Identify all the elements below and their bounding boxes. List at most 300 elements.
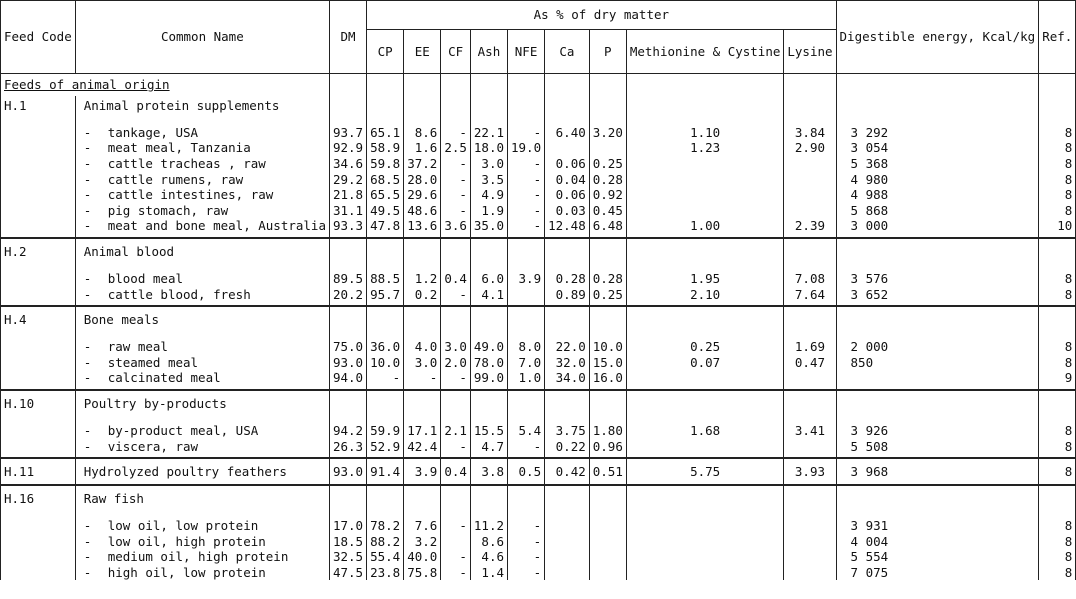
group-blank-cell: [441, 238, 471, 265]
cell-lysine: 7.08: [784, 271, 836, 287]
cell-dm: 18.5: [329, 533, 366, 549]
section-blank-cell: [1039, 74, 1076, 96]
group-blank-cell: [367, 390, 404, 417]
section-blank-cell: [784, 74, 836, 96]
row-code-blank: [1, 286, 76, 302]
cell-dm: 47.5: [329, 565, 366, 581]
cell-cp: 10.0: [367, 354, 404, 370]
header-common-name: Common Name: [75, 1, 329, 74]
group-blank-cell: [1039, 485, 1076, 512]
row-label: by-product meal, USA: [107, 422, 259, 438]
cell-ref: 8: [1039, 438, 1076, 454]
cell-cf: 2.0: [441, 354, 471, 370]
group-code: H.2: [1, 238, 76, 265]
cell-meth: 1.10: [626, 125, 784, 141]
group-blank-cell: [329, 390, 366, 417]
cell-p: 10.0: [589, 339, 626, 355]
cell-ref: 8: [1039, 156, 1076, 172]
cell-ca: 3.75: [545, 423, 590, 439]
cell-p: 3.20: [589, 125, 626, 141]
group-blank-cell: [508, 238, 545, 265]
cell-meth: 2.10: [626, 286, 784, 302]
cell-de: 4 980: [836, 171, 1039, 187]
row-code-blank: [1, 202, 76, 218]
cell-meth: [626, 438, 784, 454]
cell-de: 5 368: [836, 156, 1039, 172]
group-blank-cell: [470, 96, 507, 116]
cell-de: 2 000: [836, 339, 1039, 355]
group-blank-cell: [1039, 390, 1076, 417]
group-blank-cell: [1039, 238, 1076, 265]
table-row: [1, 125, 1076, 141]
cell-ee: 7.6: [404, 518, 441, 534]
row-code-blank: [1, 370, 76, 386]
cell-cp: 23.8: [367, 565, 404, 581]
cell-cp: 68.5: [367, 171, 404, 187]
cell-ee: 4.0: [404, 339, 441, 355]
cell-meth: 0.07: [626, 354, 784, 370]
cell-de: 3 576: [836, 271, 1039, 287]
cell-cf: [441, 533, 471, 549]
bullet-dash: -: [83, 202, 92, 218]
cell-de: 850: [836, 354, 1039, 370]
cell-ee: 42.4: [404, 438, 441, 454]
spacer-cell: [441, 116, 471, 125]
cell-dm: 92.9: [329, 140, 366, 156]
header-digestible-energy: Digestible energy, Kcal/kg: [836, 1, 1039, 74]
cell-nfe: -: [508, 218, 545, 234]
bullet-dash: -: [83, 354, 92, 370]
table-row: [1, 533, 1076, 549]
cell-meth: 0.25: [626, 339, 784, 355]
row-label: cattle tracheas , raw: [107, 155, 266, 171]
cell-dm: 75.0: [329, 339, 366, 355]
cell-cp: 91.4: [367, 458, 404, 485]
cell-lysine: 7.64: [784, 286, 836, 302]
cell-ee: 17.1: [404, 423, 441, 439]
cell-meth: 1.00: [626, 218, 784, 234]
group-row-inline: [1, 458, 1076, 485]
cell-de: 3 292: [836, 125, 1039, 141]
group-blank-cell: [1039, 96, 1076, 116]
group-blank-cell: [329, 238, 366, 265]
cell-ca: 12.48: [545, 218, 590, 234]
cell-dm: 29.2: [329, 171, 366, 187]
group-blank-cell: [441, 306, 471, 333]
cell-cp: 49.5: [367, 202, 404, 218]
cell-de: 5 868: [836, 202, 1039, 218]
row-code-blank: [1, 354, 76, 370]
row-code-blank: [1, 533, 76, 549]
header-meth: Methionine & Cystine: [626, 30, 784, 74]
spacer-cell: [589, 116, 626, 125]
table-row: [1, 286, 1076, 302]
cell-p: 0.28: [589, 171, 626, 187]
table-row: [1, 156, 1076, 172]
cell-nfe: 8.0: [508, 339, 545, 355]
row-label: cattle rumens, raw: [107, 171, 244, 187]
cell-lysine: [784, 171, 836, 187]
cell-cp: 36.0: [367, 339, 404, 355]
cell-ash: 3.5: [470, 171, 507, 187]
cell-meth: 1.23: [626, 140, 784, 156]
row-name: [75, 271, 329, 287]
bullet-dash: -: [83, 533, 92, 549]
group-blank-cell: [589, 485, 626, 512]
table-row: [1, 140, 1076, 156]
row-name: [75, 202, 329, 218]
cell-dm: 93.3: [329, 218, 366, 234]
row-name: [75, 187, 329, 203]
group-blank-cell: [626, 390, 784, 417]
row-label: meat and bone meal, Australia: [107, 218, 326, 234]
cell-meth: [626, 171, 784, 187]
cell-cp: 88.5: [367, 271, 404, 287]
cell-ca: [545, 518, 590, 534]
row-label: cattle intestines, raw: [107, 187, 274, 203]
cell-dm: 26.3: [329, 438, 366, 454]
section-blank-cell: [545, 74, 590, 96]
group-blank-cell: [836, 238, 1039, 265]
cell-ref: 8: [1039, 202, 1076, 218]
header-dry-matter-group: As % of dry matter: [367, 1, 836, 30]
row-name: [75, 354, 329, 370]
row-name: [75, 125, 329, 141]
group-blank-cell: [441, 390, 471, 417]
table-row: [1, 218, 1076, 234]
row-code-blank: [1, 438, 76, 454]
group-blank-cell: [329, 306, 366, 333]
cell-ee: 37.2: [404, 156, 441, 172]
cell-lysine: 3.41: [784, 423, 836, 439]
cell-lysine: 1.69: [784, 339, 836, 355]
cell-nfe: -: [508, 156, 545, 172]
spacer-row: [1, 116, 1076, 125]
table-row: [1, 354, 1076, 370]
row-label: pig stomach, raw: [107, 202, 229, 218]
bullet-dash: -: [83, 518, 92, 534]
cell-nfe: -: [508, 518, 545, 534]
bullet-dash: -: [83, 187, 92, 203]
cell-ref: 10: [1039, 218, 1076, 234]
cell-cf: -: [441, 370, 471, 386]
row-code-blank: [1, 549, 76, 565]
row-name: [75, 370, 329, 386]
group-blank-cell: [784, 96, 836, 116]
cell-p: [589, 140, 626, 156]
group-code: H.10: [1, 390, 76, 417]
cell-lysine: [784, 187, 836, 203]
group-blank-cell: [404, 485, 441, 512]
header-lysine: Lysine: [784, 30, 836, 74]
group-blank-cell: [626, 238, 784, 265]
cell-p: 0.25: [589, 286, 626, 302]
row-name: [75, 533, 329, 549]
cell-ee: -: [404, 370, 441, 386]
cell-ee: 1.2: [404, 271, 441, 287]
cell-ee: 1.6: [404, 140, 441, 156]
row-label: steamed meal: [107, 354, 199, 370]
group-header-row: [1, 96, 1076, 116]
cell-meth: [626, 518, 784, 534]
cell-nfe: 7.0: [508, 354, 545, 370]
cell-ash: 4.6: [470, 549, 507, 565]
cell-cp: 58.9: [367, 140, 404, 156]
cell-cf: 3.0: [441, 339, 471, 355]
group-title: Hydrolyzed poultry feathers: [75, 458, 329, 485]
bullet-dash: -: [83, 422, 92, 438]
group-blank-cell: [836, 306, 1039, 333]
bullet-dash: -: [83, 564, 92, 580]
row-name: [75, 565, 329, 581]
cell-ref: 8: [1039, 518, 1076, 534]
row-code-blank: [1, 218, 76, 234]
cell-lysine: [784, 202, 836, 218]
cell-p: 0.92: [589, 187, 626, 203]
table-row: [1, 187, 1076, 203]
group-title: Raw fish: [75, 485, 329, 512]
cell-nfe: 5.4: [508, 423, 545, 439]
row-code-blank: [1, 187, 76, 203]
cell-nfe: -: [508, 533, 545, 549]
cell-ash: 11.2: [470, 518, 507, 534]
cell-ref: 9: [1039, 370, 1076, 386]
cell-ash: 1.9: [470, 202, 507, 218]
cell-ca: 6.40: [545, 125, 590, 141]
group-blank-cell: [836, 96, 1039, 116]
bullet-dash: -: [83, 124, 92, 140]
cell-ref: 8: [1039, 187, 1076, 203]
cell-cp: 78.2: [367, 518, 404, 534]
group-blank-cell: [545, 238, 590, 265]
table-row: [1, 565, 1076, 581]
cell-p: 0.28: [589, 271, 626, 287]
group-blank-cell: [626, 485, 784, 512]
group-blank-cell: [784, 306, 836, 333]
table-row: [1, 171, 1076, 187]
header-dm: DM: [329, 1, 366, 74]
spacer-cell: [367, 116, 404, 125]
cell-ash: 3.8: [470, 458, 507, 485]
cell-ref: 8: [1039, 458, 1076, 485]
cell-nfe: -: [508, 187, 545, 203]
cell-p: 0.96: [589, 438, 626, 454]
cell-cf: -: [441, 202, 471, 218]
cell-ash: 4.7: [470, 438, 507, 454]
cell-cf: 2.5: [441, 140, 471, 156]
section-blank-cell: [508, 74, 545, 96]
cell-meth: [626, 156, 784, 172]
row-label: raw meal: [107, 339, 168, 355]
cell-nfe: -: [508, 125, 545, 141]
cell-cf: -: [441, 286, 471, 302]
bullet-dash: -: [83, 549, 92, 565]
cell-cp: 59.9: [367, 423, 404, 439]
bullet-dash: -: [83, 286, 92, 302]
cell-lysine: [784, 438, 836, 454]
cell-meth: [626, 202, 784, 218]
spacer-cell: [75, 116, 329, 125]
cell-meth: [626, 370, 784, 386]
row-label: low oil, low protein: [107, 518, 259, 534]
cell-cp: 59.8: [367, 156, 404, 172]
cell-p: 0.51: [589, 458, 626, 485]
group-blank-cell: [589, 238, 626, 265]
spacer-cell: [470, 116, 507, 125]
spacer-cell: [508, 116, 545, 125]
group-blank-cell: [508, 390, 545, 417]
row-name: [75, 156, 329, 172]
cell-cf: -: [441, 156, 471, 172]
cell-dm: 94.2: [329, 423, 366, 439]
cell-ee: 28.0: [404, 171, 441, 187]
cell-ash: 3.0: [470, 156, 507, 172]
cell-p: [589, 533, 626, 549]
cell-ash: 8.6: [470, 533, 507, 549]
group-blank-cell: [626, 96, 784, 116]
group-blank-cell: [367, 485, 404, 512]
row-name: [75, 286, 329, 302]
group-title: Animal blood: [75, 238, 329, 265]
cell-ee: 13.6: [404, 218, 441, 234]
group-header-row: [1, 390, 1076, 417]
header-ee: EE: [404, 30, 441, 74]
group-blank-cell: [404, 96, 441, 116]
bullet-dash: -: [83, 140, 92, 156]
section-blank-cell: [470, 74, 507, 96]
cell-ash: 22.1: [470, 125, 507, 141]
cell-lysine: [784, 549, 836, 565]
cell-cp: 88.2: [367, 533, 404, 549]
group-blank-cell: [589, 306, 626, 333]
group-blank-cell: [1039, 306, 1076, 333]
cell-ash: 4.1: [470, 286, 507, 302]
header-p: P: [589, 30, 626, 74]
cell-de: 5 508: [836, 438, 1039, 454]
cell-nfe: -: [508, 565, 545, 581]
cell-ca: 22.0: [545, 339, 590, 355]
cell-ref: 8: [1039, 423, 1076, 439]
cell-ee: 8.6: [404, 125, 441, 141]
cell-ee: 29.6: [404, 187, 441, 203]
group-blank-cell: [441, 96, 471, 116]
spacer-cell: [784, 116, 836, 125]
cell-ca: [545, 549, 590, 565]
cell-ash: 78.0: [470, 354, 507, 370]
cell-ref: 8: [1039, 339, 1076, 355]
cell-cp: 55.4: [367, 549, 404, 565]
group-blank-cell: [784, 485, 836, 512]
group-blank-cell: [329, 96, 366, 116]
section-blank-cell: [367, 74, 404, 96]
bullet-dash: -: [83, 171, 92, 187]
group-title: Poultry by-products: [75, 390, 329, 417]
cell-ca: 0.06: [545, 156, 590, 172]
cell-p: 15.0: [589, 354, 626, 370]
cell-ee: 0.2: [404, 286, 441, 302]
row-name: [75, 518, 329, 534]
cell-ref: 8: [1039, 354, 1076, 370]
cell-lysine: [784, 533, 836, 549]
header-ash: Ash: [470, 30, 507, 74]
section-blank-cell: [329, 74, 366, 96]
cell-ref: 8: [1039, 533, 1076, 549]
cell-cp: 47.8: [367, 218, 404, 234]
cell-ref: 8: [1039, 125, 1076, 141]
cell-ca: 34.0: [545, 370, 590, 386]
section-blank-cell: [589, 74, 626, 96]
row-name: [75, 423, 329, 439]
cell-de: [836, 370, 1039, 386]
cell-ash: 15.5: [470, 423, 507, 439]
cell-ash: 4.9: [470, 187, 507, 203]
cell-nfe: [508, 286, 545, 302]
section-blank-cell: [626, 74, 784, 96]
row-code-blank: [1, 339, 76, 355]
cell-nfe: 1.0: [508, 370, 545, 386]
cell-cf: -: [441, 438, 471, 454]
cell-lysine: 2.39: [784, 218, 836, 234]
cell-nfe: -: [508, 171, 545, 187]
cell-cf: 0.4: [441, 458, 471, 485]
header-ref: Ref.: [1039, 1, 1076, 74]
cell-dm: 32.5: [329, 549, 366, 565]
group-blank-cell: [836, 485, 1039, 512]
group-code: H.16: [1, 485, 76, 512]
cell-ref: 8: [1039, 565, 1076, 581]
section-title-row: [1, 74, 1076, 96]
row-name: [75, 438, 329, 454]
bullet-dash: -: [83, 339, 92, 355]
cell-meth: 5.75: [626, 458, 784, 485]
section-blank-cell: [441, 74, 471, 96]
cell-meth: 1.95: [626, 271, 784, 287]
bullet-dash: -: [83, 155, 92, 171]
cell-dm: 21.8: [329, 187, 366, 203]
row-label: meat meal, Tanzania: [107, 140, 251, 156]
table-row: [1, 423, 1076, 439]
group-blank-cell: [470, 485, 507, 512]
section-blank-cell: [836, 74, 1039, 96]
cell-ref: 8: [1039, 171, 1076, 187]
cell-p: 6.48: [589, 218, 626, 234]
group-blank-cell: [404, 238, 441, 265]
cell-ca: 0.28: [545, 271, 590, 287]
cell-dm: 20.2: [329, 286, 366, 302]
cell-lysine: [784, 518, 836, 534]
spacer-cell: [1039, 116, 1076, 125]
cell-cp: 65.1: [367, 125, 404, 141]
group-blank-cell: [508, 306, 545, 333]
cell-ash: 6.0: [470, 271, 507, 287]
row-name: [75, 339, 329, 355]
cell-ash: 1.4: [470, 565, 507, 581]
row-code-blank: [1, 125, 76, 141]
cell-cp: -: [367, 370, 404, 386]
cell-ee: 48.6: [404, 202, 441, 218]
spacer-cell: [1, 116, 76, 125]
group-title: Bone meals: [75, 306, 329, 333]
cell-nfe: -: [508, 202, 545, 218]
group-header-row: [1, 306, 1076, 333]
cell-de: 7 075: [836, 565, 1039, 581]
table-row: [1, 370, 1076, 386]
table-row: [1, 339, 1076, 355]
cell-de: 3 652: [836, 286, 1039, 302]
cell-meth: [626, 533, 784, 549]
cell-ca: 0.04: [545, 171, 590, 187]
cell-cp: 95.7: [367, 286, 404, 302]
